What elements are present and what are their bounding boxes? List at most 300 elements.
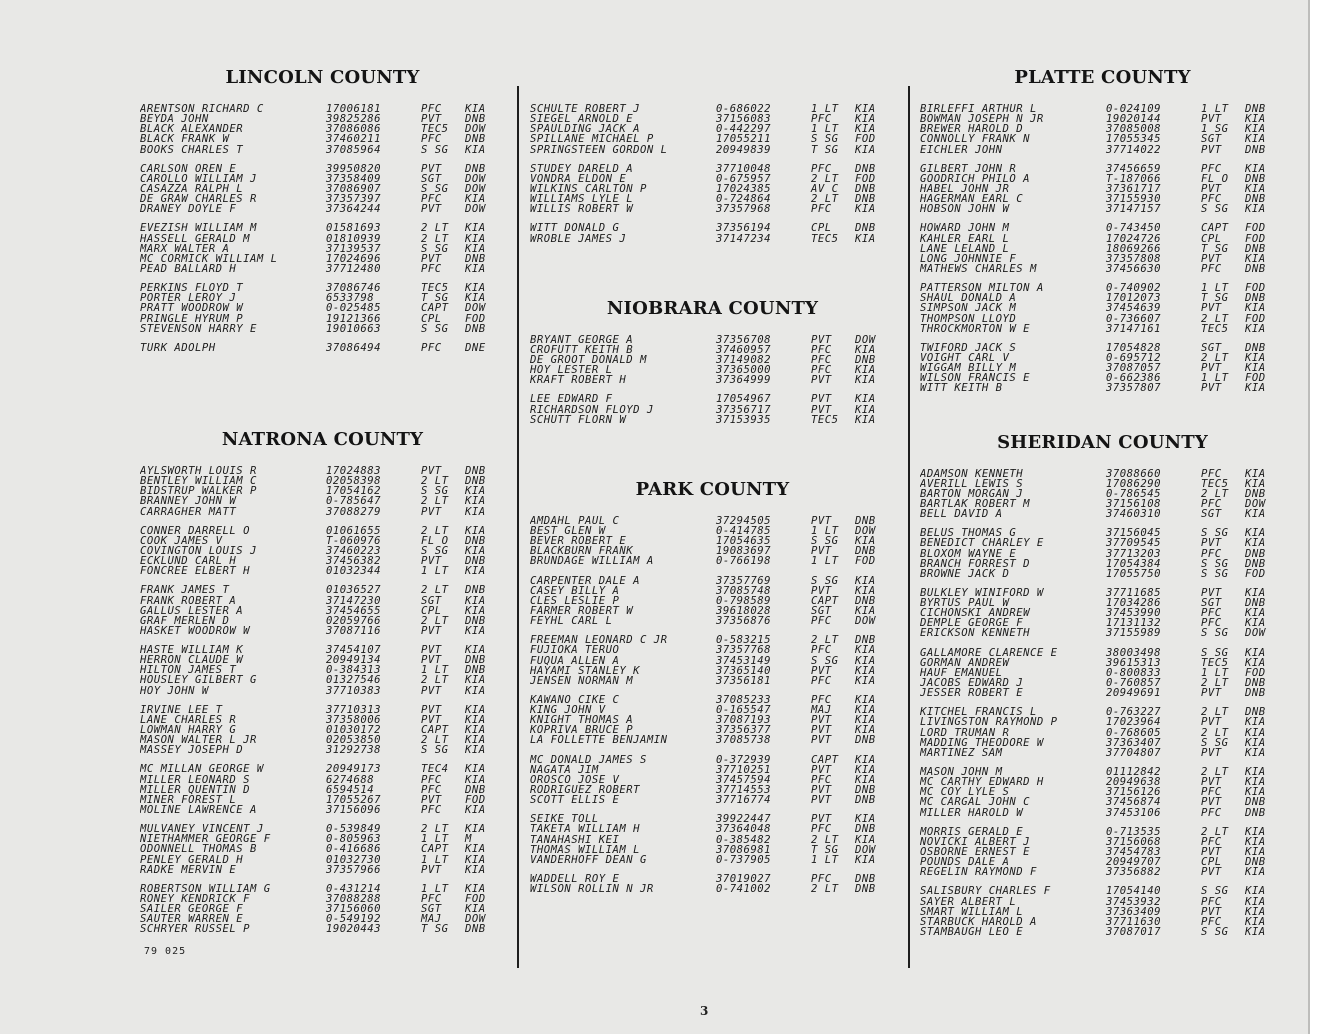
serial-number: 20949839 xyxy=(716,143,772,156)
soldier-name: BRANCH FORREST D xyxy=(920,558,1031,569)
soldier-name: HAYAMI STANLEY K xyxy=(530,665,641,676)
casualty-entry xyxy=(530,586,895,596)
rank: CPL xyxy=(1201,232,1222,245)
casualty-entry xyxy=(920,787,1285,797)
soldier-name: STARBUCK HAROLD A xyxy=(920,916,1037,927)
casualty-entry xyxy=(140,626,505,636)
serial-number: T-060976 xyxy=(326,534,382,547)
soldier-name: BENTLEY WILLIAM C xyxy=(140,476,257,487)
rank: 2 LT xyxy=(1201,677,1229,690)
rank: S SG xyxy=(1201,646,1229,659)
serial-number: 37357968 xyxy=(716,203,772,216)
rank: PFC xyxy=(421,783,442,796)
status: DNB xyxy=(1245,341,1266,354)
status: KIA xyxy=(465,763,486,776)
soldier-name: RICHARDSON FLOYD J xyxy=(530,404,654,415)
soldier-name: THOMAS WILLIAM L xyxy=(530,844,641,855)
status: FOD xyxy=(465,893,486,906)
casualty-entry xyxy=(920,145,1285,155)
county-heading: SHERIDAN COUNTY xyxy=(997,431,1208,453)
soldier-name: CONNER DARRELL O xyxy=(140,525,251,536)
soldier-name: CASEY BILLY A xyxy=(530,585,620,596)
casualty-entry xyxy=(530,596,895,606)
entry-group xyxy=(920,343,1285,394)
serial-number: 0-736607 xyxy=(1106,312,1162,325)
casualty-entry xyxy=(920,303,1285,313)
serial-number: 17054635 xyxy=(716,535,772,548)
casualty-entry xyxy=(530,145,895,155)
soldier-name: MARTINEZ SAM xyxy=(920,747,1003,759)
soldier-name: BEYDA JOHN xyxy=(140,114,209,125)
rank: 2 LT xyxy=(421,524,449,537)
status: KIA xyxy=(855,753,876,766)
soldier-name: AVERILL LEWIS S xyxy=(920,478,1024,489)
rank: PVT xyxy=(811,374,832,387)
serial-number: 0-741002 xyxy=(716,883,772,896)
serial-number: 37019027 xyxy=(716,873,772,886)
status: KIA xyxy=(1245,586,1266,599)
casualty-entry xyxy=(920,509,1285,519)
serial-number: 37357807 xyxy=(1106,382,1162,395)
soldier-name: CAROLLO WILLIAM J xyxy=(140,173,257,184)
serial-number: 0-414785 xyxy=(716,524,772,537)
rank: SGT xyxy=(1201,341,1222,354)
serial-number: 37086746 xyxy=(326,282,382,295)
status: KIA xyxy=(465,222,486,235)
status: KIA xyxy=(855,674,876,687)
casualty-entry xyxy=(140,134,505,144)
serial-number: 37364048 xyxy=(716,823,772,836)
status: KIA xyxy=(1245,537,1266,550)
status: KIA xyxy=(465,804,486,817)
soldier-name: CICHONSKI ANDREW xyxy=(920,608,1031,619)
status: FOD xyxy=(1245,666,1266,679)
status: KIA xyxy=(1245,302,1266,315)
rank: PFC xyxy=(1201,262,1222,275)
casualty-entry xyxy=(530,695,895,705)
casualty-entry xyxy=(140,526,505,536)
status: DNB xyxy=(1245,856,1266,869)
status: DOW xyxy=(1245,497,1266,510)
status: DNB xyxy=(1245,292,1266,305)
casualty-entry xyxy=(920,658,1285,668)
status: DNB xyxy=(1245,242,1266,255)
soldier-name: PEAD BALLARD H xyxy=(140,263,237,275)
casualty-entry xyxy=(140,254,505,264)
soldier-name: CASAZZA RALPH L xyxy=(140,183,244,195)
rank: 1 LT xyxy=(811,853,839,866)
status: DNB xyxy=(465,614,486,627)
serial-number: 18069266 xyxy=(1106,242,1162,255)
casualty-entry xyxy=(140,585,505,595)
entry-group xyxy=(920,886,1285,937)
casualty-entry xyxy=(920,204,1285,214)
serial-number: 19010663 xyxy=(326,322,382,335)
rank: T SG xyxy=(811,143,839,156)
soldier-name: MASSEY JOSEPH D xyxy=(140,745,244,756)
soldier-name: MARX WALTER A xyxy=(140,243,230,254)
serial-number: 0-025485 xyxy=(326,302,382,315)
soldier-name: BIRLEFFI ARTHUR L xyxy=(920,104,1037,115)
rank: CPL xyxy=(421,312,442,325)
rank: PVT xyxy=(811,333,832,346)
casualty-entry xyxy=(920,668,1285,678)
rank: SGT xyxy=(1201,508,1222,521)
rank: S SG xyxy=(811,654,839,667)
soldier-name: MC DONALD JAMES S xyxy=(530,754,647,765)
serial-number: 37357397 xyxy=(326,193,382,206)
soldier-name: BELUS THOMAS G xyxy=(920,528,1017,539)
soldier-name: IRVINE LEE T xyxy=(140,704,223,715)
rank: S SG xyxy=(811,133,839,146)
serial-number: 37088279 xyxy=(326,505,382,518)
soldier-name: MORRIS GERALD E xyxy=(920,826,1024,837)
serial-number: 17054828 xyxy=(1106,341,1162,354)
status: DOW xyxy=(1245,627,1266,640)
status: DOW xyxy=(465,302,486,315)
serial-number: 37087193 xyxy=(716,714,772,727)
serial-number: 0-766198 xyxy=(716,555,772,568)
serial-number: 37139537 xyxy=(326,242,382,255)
casualty-entry xyxy=(920,688,1285,698)
rank: PVT xyxy=(811,545,832,558)
status: KIA xyxy=(855,535,876,548)
serial-number: 01030172 xyxy=(326,724,382,737)
serial-number: 37460957 xyxy=(716,343,772,356)
soldier-name: MASON WALTER L JR xyxy=(140,735,257,746)
rank: PVT xyxy=(421,644,442,657)
serial-number: 20949638 xyxy=(1106,776,1162,789)
entry-group xyxy=(530,635,895,686)
serial-number: 0-760857 xyxy=(1106,677,1162,690)
status: KIA xyxy=(855,773,876,786)
soldier-name: LANE LELAND L xyxy=(920,243,1010,254)
serial-number: 37086494 xyxy=(326,341,382,354)
rank: PFC xyxy=(421,773,442,786)
rank: PFC xyxy=(811,823,832,836)
status: KIA xyxy=(1245,716,1266,729)
entry-group xyxy=(140,223,505,274)
casualty-entry xyxy=(140,855,505,865)
soldier-name: JENSEN NORMAN M xyxy=(530,675,634,686)
rank: S SG xyxy=(1201,567,1229,580)
casualty-entry xyxy=(140,686,505,696)
soldier-name: HASSELL GERALD M xyxy=(140,233,251,244)
rank: 2 LT xyxy=(421,232,449,245)
status: DNB xyxy=(1245,172,1266,185)
serial-number: 39615313 xyxy=(1106,656,1162,669)
rank: PFC xyxy=(1201,162,1222,175)
serial-number: 37460211 xyxy=(326,133,382,146)
casualty-entry xyxy=(920,184,1285,194)
entry-group xyxy=(920,528,1285,579)
serial-number: 37356377 xyxy=(716,724,772,737)
status: KIA xyxy=(1245,182,1266,195)
status: KIA xyxy=(1245,382,1266,395)
status: DNB xyxy=(465,783,486,796)
serial-number: 37085738 xyxy=(716,734,772,747)
serial-number: 0-442297 xyxy=(716,123,772,136)
rank: S SG xyxy=(1201,926,1229,938)
entry-group xyxy=(140,764,505,815)
rank: S SG xyxy=(421,143,449,156)
soldier-name: MILLER HAROLD W xyxy=(920,807,1024,818)
rank: PVT xyxy=(421,863,442,876)
serial-number: 19020144 xyxy=(1106,113,1162,126)
casualty-entry xyxy=(530,676,895,686)
status: KIA xyxy=(465,853,486,866)
status: KIA xyxy=(465,823,486,836)
soldier-name: SPRINGSTEEN GORDON L xyxy=(530,144,668,155)
rank: 2 LT xyxy=(421,475,449,488)
casualty-entry xyxy=(920,847,1285,857)
casualty-entry xyxy=(920,254,1285,264)
soldier-name: HERRON CLAUDE W xyxy=(140,655,244,666)
status: KIA xyxy=(855,724,876,737)
serial-number: 38003498 xyxy=(1106,646,1162,659)
soldier-name: KNIGHT THOMAS A xyxy=(530,715,634,726)
casualty-entry xyxy=(140,745,505,755)
serial-number: 37453106 xyxy=(1106,806,1162,819)
casualty-entry xyxy=(140,834,505,844)
status: KIA xyxy=(1245,846,1266,859)
serial-number: 37454655 xyxy=(326,604,382,617)
serial-number: 37358006 xyxy=(326,713,382,726)
soldier-name: SEIKE TOLL xyxy=(530,814,599,825)
casualty-entry xyxy=(920,808,1285,818)
entry-group xyxy=(140,283,505,334)
serial-number: 0-768605 xyxy=(1106,726,1162,739)
serial-number: 37155989 xyxy=(1106,627,1162,640)
casualty-entry xyxy=(920,353,1285,363)
casualty-entry xyxy=(140,824,505,834)
entry-group xyxy=(530,695,895,746)
rank: PVT xyxy=(811,784,832,797)
status: KIA xyxy=(1245,926,1266,938)
status: DNB xyxy=(855,794,876,807)
serial-number: 37456382 xyxy=(326,555,382,568)
rank: PVT xyxy=(1201,846,1222,859)
soldier-name: BOWMAN JOSEPH N JR xyxy=(920,114,1044,125)
casualty-entry xyxy=(140,264,505,274)
casualty-entry xyxy=(920,264,1285,274)
soldier-name: JACOBS EDWARD J xyxy=(920,678,1024,689)
casualty-entry xyxy=(530,824,895,834)
soldier-name: STAMBAUGH LEO E xyxy=(920,927,1024,938)
rank: PFC xyxy=(1201,835,1222,848)
serial-number: 01061655 xyxy=(326,524,382,537)
serial-number: 17054140 xyxy=(1106,885,1162,898)
status: DNB xyxy=(465,584,486,597)
soldier-name: GOODRICH PHILO A xyxy=(920,173,1031,184)
status: DNB xyxy=(465,322,486,335)
casualty-entry xyxy=(920,499,1285,509)
rank: PFC xyxy=(1201,497,1222,510)
casualty-entry xyxy=(530,174,895,184)
rank: PVT xyxy=(421,793,442,806)
rank: 2 LT xyxy=(1201,726,1229,739)
status: FOD xyxy=(1245,567,1266,580)
serial-number: 37086981 xyxy=(716,843,772,856)
soldier-name: WILSON FRANCIS E xyxy=(920,373,1031,384)
entry-group xyxy=(140,884,505,935)
serial-number: 20949691 xyxy=(1106,687,1162,700)
entry-group xyxy=(530,814,895,865)
casualty-entry xyxy=(140,645,505,655)
casualty-entry xyxy=(920,324,1285,334)
serial-number: 37356194 xyxy=(716,222,772,235)
soldier-name: TURK ADOLPH xyxy=(140,342,216,353)
casualty-entry xyxy=(530,814,895,824)
soldier-name: OROSCO JOSE V xyxy=(530,774,620,786)
casualty-entry xyxy=(530,394,895,404)
rank: S SG xyxy=(421,242,449,255)
casualty-entry xyxy=(140,507,505,517)
rank: PFC xyxy=(811,873,832,886)
rank: 1 LT xyxy=(421,664,449,677)
casualty-entry xyxy=(920,114,1285,124)
status: KIA xyxy=(1245,617,1266,630)
casualty-entry xyxy=(140,914,505,924)
casualty-entry xyxy=(530,775,895,785)
rank: S SG xyxy=(811,535,839,548)
rank: PFC xyxy=(1201,786,1222,799)
casualty-entry xyxy=(920,283,1285,293)
rank: 1 LT xyxy=(1201,103,1229,115)
serial-number: 39825286 xyxy=(326,113,382,126)
status: KIA xyxy=(465,232,486,245)
rank: PFC xyxy=(421,103,442,115)
rank: S SG xyxy=(421,744,449,757)
soldier-name: MC COY LYLE S xyxy=(920,787,1010,798)
soldier-name: LA FOLLETTE BENJAMIN xyxy=(530,735,668,746)
rank: TEC5 xyxy=(811,413,839,426)
serial-number: 37086907 xyxy=(326,182,382,195)
status: KIA xyxy=(1245,322,1266,335)
rank: PVT xyxy=(421,113,442,126)
serial-number: 01032730 xyxy=(326,853,382,866)
status: M xyxy=(465,833,472,846)
soldier-name: POUNDS DALE A xyxy=(920,857,1010,868)
soldier-name: BEST GLEN W xyxy=(530,525,606,537)
rank: 2 LT xyxy=(421,584,449,597)
status: KIA xyxy=(855,364,876,377)
status: DNB xyxy=(1245,547,1266,560)
rank: PVT xyxy=(421,464,442,477)
rank: 2 LT xyxy=(811,883,839,896)
serial-number: 37156096 xyxy=(326,804,382,817)
status: KIA xyxy=(465,292,486,305)
rank: PVT xyxy=(1201,537,1222,550)
status: DNB xyxy=(1245,597,1266,610)
rank: 2 LT xyxy=(811,172,839,185)
status: KIA xyxy=(1245,362,1266,375)
rank: S SG xyxy=(1201,627,1229,640)
soldier-name: SPILLANE MICHAEL P xyxy=(530,134,654,145)
rank: PVT xyxy=(421,203,442,216)
soldier-name: LANE CHARLES R xyxy=(140,714,237,726)
serial-number: 02053850 xyxy=(326,734,382,747)
casualty-entry xyxy=(530,874,895,884)
status: KIA xyxy=(1245,646,1266,659)
rank: 2 LT xyxy=(811,634,839,647)
status: KIA xyxy=(1245,607,1266,620)
status: DNB xyxy=(855,784,876,797)
casualty-entry xyxy=(530,735,895,745)
rank: 1 LT xyxy=(811,123,839,136)
casualty-entry xyxy=(530,184,895,194)
serial-number: 37085748 xyxy=(716,584,772,597)
serial-number: 37363407 xyxy=(1106,736,1162,749)
serial-number: 37453149 xyxy=(716,654,772,667)
status: KIA xyxy=(1245,736,1266,749)
rank: 2 LT xyxy=(421,823,449,836)
casualty-entry xyxy=(530,705,895,715)
casualty-entry xyxy=(920,244,1285,254)
rank: 2 LT xyxy=(1201,706,1229,719)
serial-number: 0-724864 xyxy=(716,193,772,206)
soldier-name: BLOXOM WAYNE E xyxy=(920,548,1017,559)
status: DNB xyxy=(855,222,876,235)
entry-group xyxy=(530,104,895,155)
rank: PVT xyxy=(811,514,832,527)
casualty-entry xyxy=(920,907,1285,917)
status: KIA xyxy=(465,843,486,856)
rank: 2 LT xyxy=(421,495,449,508)
serial-number: 39950820 xyxy=(326,162,382,175)
soldier-name: NIETHAMMER GEORGE F xyxy=(140,834,271,845)
serial-number: 0-686022 xyxy=(716,103,772,115)
serial-number: 37716774 xyxy=(716,794,772,807)
status: DNB xyxy=(855,883,876,896)
serial-number: 17131132 xyxy=(1106,617,1162,630)
casualty-entry xyxy=(530,234,895,244)
casualty-entry xyxy=(140,204,505,214)
casualty-entry xyxy=(920,363,1285,373)
rank: PFC xyxy=(811,693,832,706)
serial-number: 20949134 xyxy=(326,654,382,667)
status: KIA xyxy=(465,103,486,115)
soldier-name: SAILER GEORGE F xyxy=(140,904,244,915)
serial-number: 17023964 xyxy=(1106,716,1162,729)
status: KIA xyxy=(855,574,876,587)
casualty-entry xyxy=(140,496,505,506)
casualty-entry xyxy=(530,765,895,775)
soldier-name: ERICKSON KENNETH xyxy=(920,628,1031,639)
rank: PFC xyxy=(811,644,832,657)
soldier-name: PRATT WOODROW W xyxy=(140,303,244,314)
soldier-name: AMDAHL PAUL C xyxy=(530,515,620,526)
soldier-name: MINER FOREST L xyxy=(140,794,237,806)
soldier-name: SHAUL DONALD A xyxy=(920,293,1017,304)
status: KIA xyxy=(465,624,486,637)
soldier-name: NOVICKI ALBERT J xyxy=(920,836,1031,848)
soldier-name: LOWMAN HARRY G xyxy=(140,725,237,736)
status: KIA xyxy=(465,863,486,876)
serial-number: 37153935 xyxy=(716,413,772,426)
status: KIA xyxy=(855,123,876,136)
rank: PVT xyxy=(811,393,832,406)
casualty-entry xyxy=(530,415,895,425)
soldier-name: EICHLER JOHN xyxy=(920,144,1003,155)
serial-number: 17034286 xyxy=(1106,597,1162,610)
rank: PFC xyxy=(421,893,442,906)
soldier-name: LORD TRUMAN R xyxy=(920,727,1010,738)
serial-number: 37156126 xyxy=(1106,786,1162,799)
soldier-name: PENLEY GERALD H xyxy=(140,854,244,865)
rank: SGT xyxy=(421,594,442,607)
status: FOD xyxy=(855,172,876,185)
